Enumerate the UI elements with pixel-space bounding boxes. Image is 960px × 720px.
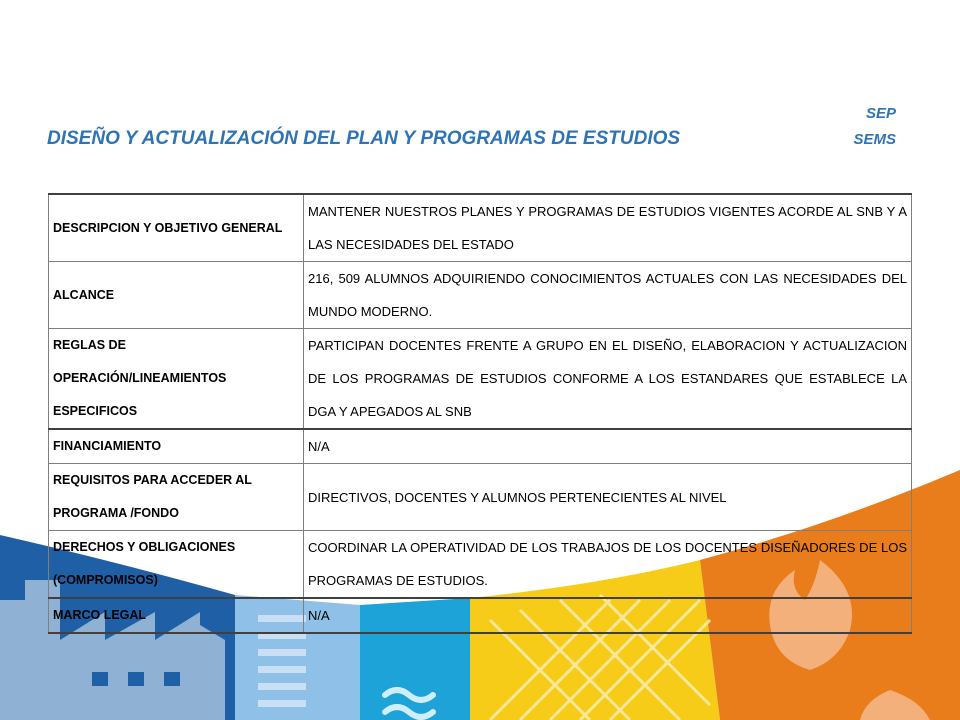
table-row	[49, 429, 912, 464]
table-row	[49, 194, 912, 262]
table-row	[49, 464, 912, 531]
row-value: DIRECTIVOS, DOCENTES Y ALUMNOS PERTENECIENTES AL NIVEL	[304, 464, 912, 531]
program-info-table	[48, 193, 912, 634]
table-row	[49, 531, 912, 599]
row-value: MANTENER NUESTROS PLANES Y PROGRAMAS DE ESTUDIOS VIGENTES ACORDE AL SNB Y A LAS NECESIDADES DEL ESTADO	[304, 194, 912, 262]
row-value: N/A	[304, 429, 912, 464]
row-value: 216, 509 ALUMNOS ADQUIRIENDO CONOCIMIENTOS ACTUALES CON LAS NECESIDADES DEL MUNDO MODERNO.	[304, 262, 912, 329]
table-row	[49, 329, 912, 430]
row-label: FINANCIAMIENTO	[49, 429, 304, 464]
row-label: REQUISITOS PARA ACCEDER AL PROGRAMA /FONDO	[49, 464, 304, 531]
row-value: N/A	[304, 598, 912, 633]
row-value: COORDINAR LA OPERATIVIDAD DE LOS TRABAJOS DE LOS DOCENTES DISEÑADORES DE LOS PROGRAMAS DE ESTUDIOS.	[304, 531, 912, 599]
row-label: REGLAS DE OPERACIÓN/LINEAMIENTOS ESPECIFICOS	[49, 329, 304, 430]
row-value: PARTICIPAN DOCENTES FRENTE A GRUPO EN EL DISEÑO, ELABORACION Y ACTUALIZACION DE LOS PROGRAMAS DE ESTUDIOS CONFORME A LOS ESTANDARES QUE ESTABLECE LA DGA Y APEGADOS AL SNB	[304, 329, 912, 430]
row-label: DERECHOS Y OBLIGACIONES (COMPROMISOS)	[49, 531, 304, 599]
row-label: ALCANCE	[49, 262, 304, 329]
org-label-sep: SEP	[865, 105, 896, 122]
table-row	[49, 598, 912, 633]
row-label: MARCO LEGAL	[49, 598, 304, 633]
slide-title: DISEÑO Y ACTUALIZACIÓN DEL PLAN Y PROGRAMAS DE ESTUDIOS	[47, 128, 681, 149]
org-label-sems: SEMS	[853, 131, 896, 148]
table-row	[49, 262, 912, 329]
row-label: DESCRIPCION Y OBJETIVO GENERAL	[49, 194, 304, 262]
